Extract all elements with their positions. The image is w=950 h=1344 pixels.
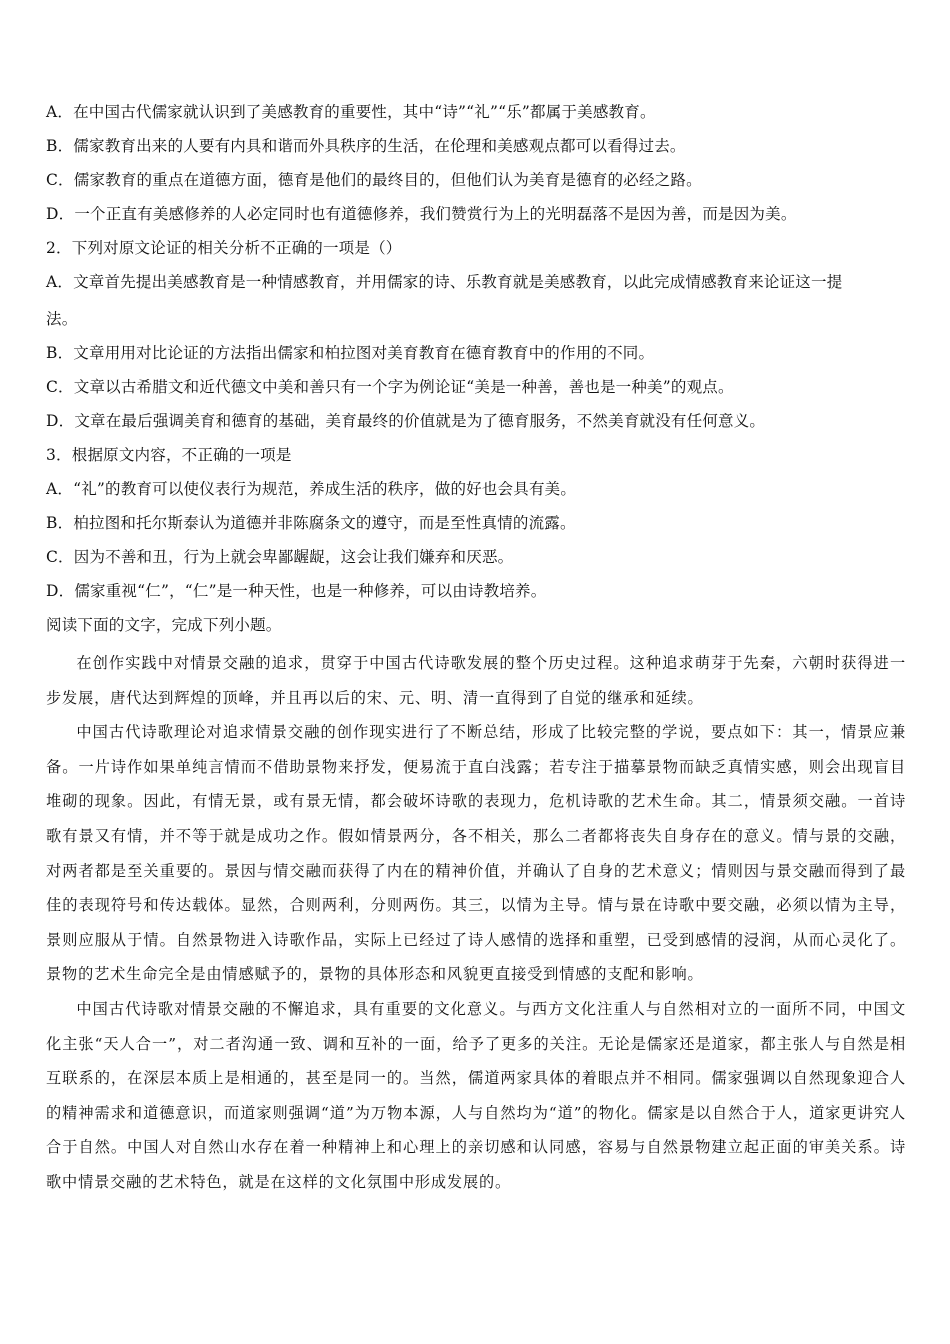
q1-option-c: C．儒家教育的重点在道德方面，德育是他们的最终目的，但他们认为美育是德育的必经之路。 bbox=[46, 171, 702, 189]
q1-option-a: A．在中国古代儒家就认识到了美感教育的重要性，其中“诗”“礼”“乐”都属于美感教育。 bbox=[46, 103, 656, 121]
q2-option-a-line2: 法。 bbox=[46, 310, 78, 328]
q2-option-b: B．文章用用对比论证的方法指出儒家和柏拉图对美育教育在德育教育中的作用的不同。 bbox=[46, 344, 655, 362]
q3-option-b: B．柏拉图和托尔斯泰认为道德并非陈腐条文的遵守，而是至性真情的流露。 bbox=[46, 514, 576, 532]
q3-option-c: C．因为不善和丑，行为上就会卑鄙龌龊，这会让我们嫌弃和厌恶。 bbox=[46, 548, 514, 566]
q1-option-b: B．儒家教育出来的人要有内具和谐而外具秩序的生活，在伦理和美感观点都可以看得过去。 bbox=[46, 137, 686, 155]
q1-option-d: D．一个正直有美感修养的人必定同时也有道德修养，我们赞赏行为上的光明磊落不是因为善，而是因为美。 bbox=[46, 205, 797, 223]
reading-instruction: 阅读下面的文字，完成下列小题。 bbox=[46, 616, 282, 634]
q2-stem: 2．下列对原文论证的相关分析不正确的一项是（） bbox=[46, 239, 402, 257]
q3-option-a: A．“礼”的教育可以使仪表行为规范，养成生活的秩序，做的好也会具有美。 bbox=[46, 480, 577, 498]
reading-passage bbox=[46, 646, 906, 1200]
passage-paragraph-1: 在创作实践中对情景交融的追求，贯穿于中国古代诗歌发展的整个历史过程。这种追求萌芽于先秦，六朝时获得进一步发展，唐代达到辉煌的顶峰，并且再以后的宋、元、明、清一直得到了自觉的继承和延续。 bbox=[46, 654, 906, 707]
q3-option-d: D．儒家重视“仁”，“仁”是一种天性，也是一种修养，可以由诗教培养。 bbox=[46, 582, 547, 600]
q2-option-d: D．文章在最后强调美育和德育的基础，美育最终的价值就是为了德育服务，不然美育就没有任何意义。 bbox=[46, 412, 766, 430]
q2-option-a-line1: A．文章首先提出美感教育是一种情感教育，并用儒家的诗、乐教育就是美感教育，以此完成情感教育来论证这一提 bbox=[46, 273, 843, 291]
passage-paragraph-2: 中国古代诗歌理论对追求情景交融的创作现实进行了不断总结，形成了比较完整的学说，要点如下：其一，情景应兼备。一片诗作如果单纯言情而不借助景物来抒发，便易流于直白浅露；若专注于描摹景物而缺乏真情实感，则会出现盲目堆砌的现象。因此，有情无景，或有景无情，都会破坏诗歌的表现力，危机诗歌的艺术生命。其二，情景须交融。一首诗歌有景又有情，并不等于就是成功之作。假如情景两分，各不相关，那么二者都将丧失自身存在的意义。情与景的交融，对两者都是至关重要的。景因与情交融而获得了内在的精神价值，并确认了自身的艺术意义；情则因与景交融而得到了最佳的表现符号和传达载体。显然，合则两利，分则两伤。其三，以情为主导。情与景在诗歌中要交融，必须以情为主导，景则应服从于情。自然景物进入诗歌作品，实际上已经过了诗人感情的选择和重塑，已受到感情的浸润，从而心灵化了。景物的艺术生命完全是由情感赋予的，景物的具体形态和风貌更直接受到情感的支配和影响。 bbox=[46, 723, 906, 984]
passage-paragraph-3: 中国古代诗歌对情景交融的不懈追求，具有重要的文化意义。与西方文化注重人与自然相对立的一面所不同，中国文化主张“天人合一”，对二者沟通一致、调和互补的一面，给予了更多的关注。无论是儒家还是道家，都主张人与自然是相互联系的，在深层本质上是相通的，甚至是同一的。当然，儒道两家具体的着眼点并不相同。儒家强调以自然现象迎合人的精神需求和道德意识，而道家则强调“道”为万物本源，人与自然均为“道”的物化。儒家是以自然合于人，道家更讲究人合于自然。中国人对自然山水存在着一种精神上和心理上的亲切感和认同感，容易与自然景物建立起正面的审美关系。诗歌中情景交融的艺术特色，就是在这样的文化氛围中形成发展的。 bbox=[46, 999, 906, 1191]
q3-stem: 3．根据原文内容，不正确的一项是 bbox=[46, 446, 292, 464]
q2-option-c: C．文章以古希腊文和近代德文中美和善只有一个字为例论证“美是一种善，善也是一种美”的观点。 bbox=[46, 378, 734, 396]
